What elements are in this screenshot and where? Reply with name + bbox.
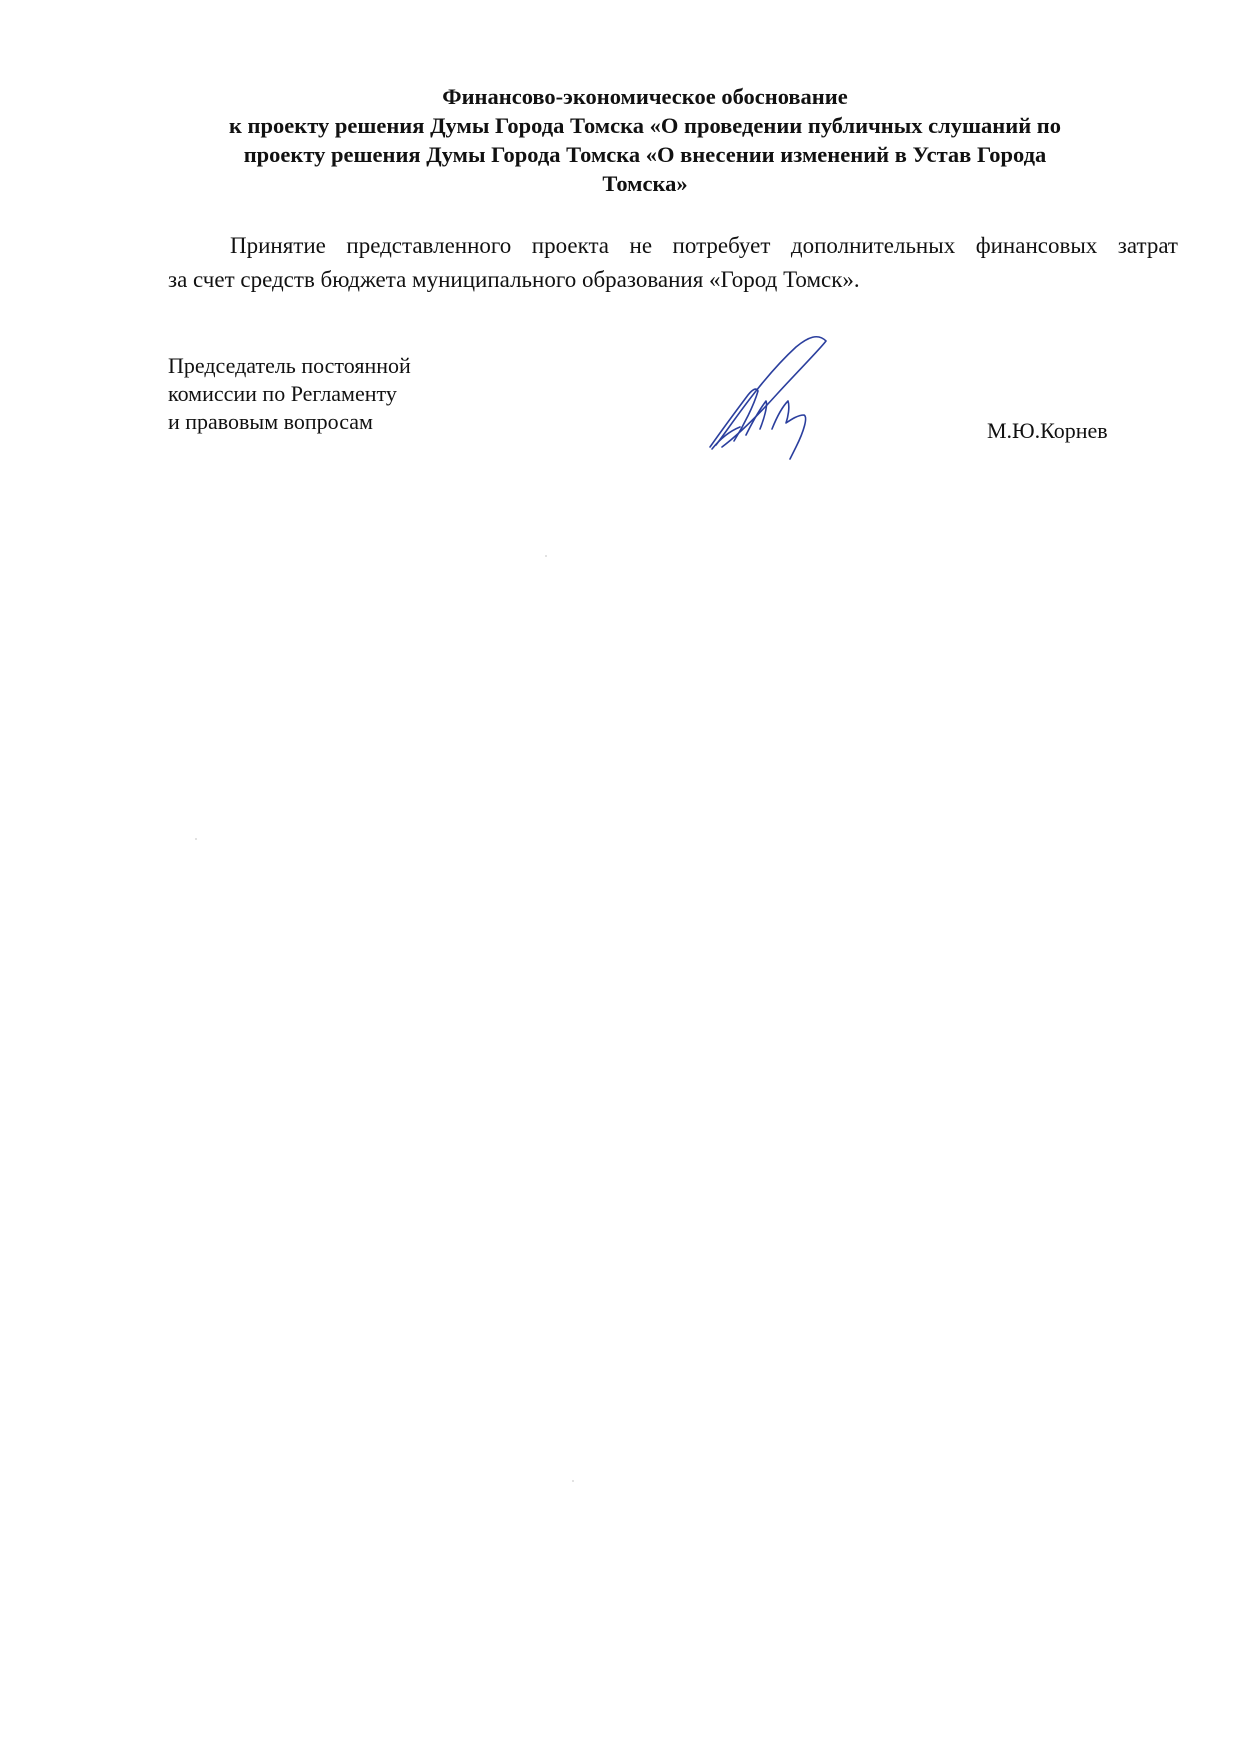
document-title (150, 82, 1140, 198)
title-line: Томска» (602, 171, 688, 196)
signatory-position-line: комиссии по Регламенту (168, 381, 397, 406)
body-line: за счет средств бюджета муниципального образования «Город Томск». (168, 267, 860, 292)
body-paragraph (168, 229, 1178, 297)
title-line: к проекту решения Думы Города Томска «О проведении публичных слушаний по (228, 113, 1062, 138)
signatory-name: М.Ю.Корнев (987, 418, 1108, 443)
title-line: Финансово-экономическое обоснование (442, 84, 848, 109)
signatory-position (168, 352, 411, 436)
scan-speck (572, 1480, 574, 1482)
body-line: Принятие представленного проекта не потребует дополнительных финансовых затрат (230, 233, 1178, 258)
signatory-position-line: Председатель постоянной (168, 353, 411, 378)
title-line: проекту решения Думы Города Томска «О внесении изменений в Устав Города (243, 142, 1047, 167)
scan-speck (195, 838, 197, 840)
signatory-position-line: и правовым вопросам (168, 409, 373, 434)
handwritten-signature (700, 335, 850, 460)
scan-speck (545, 555, 547, 557)
